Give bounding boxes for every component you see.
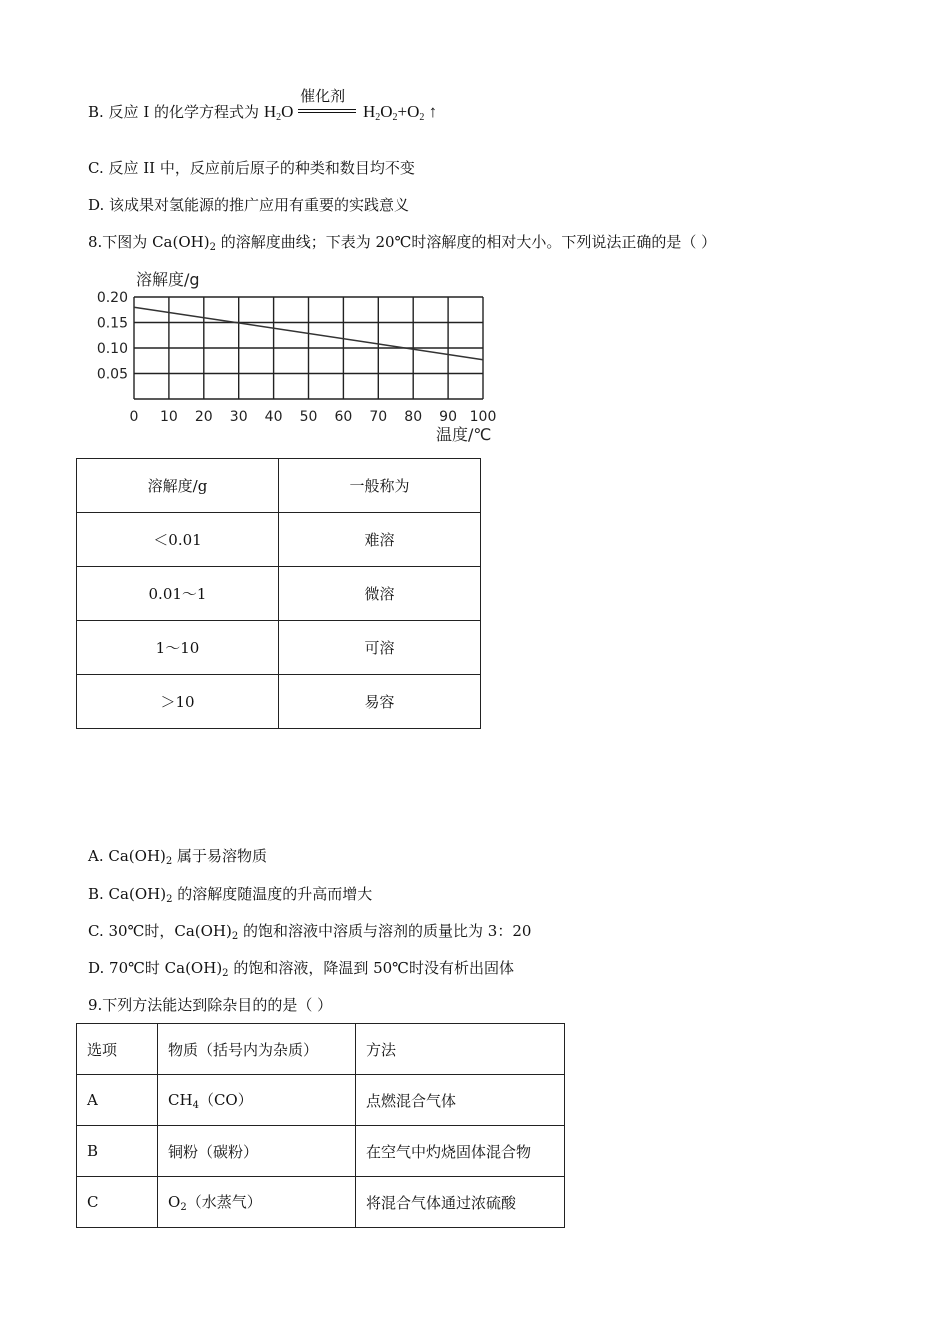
q8-option-c: C. 30℃时，$Ca(OH)_2$ 的饱和溶液中溶质与溶剂的质量比为 3：20 [88, 922, 532, 942]
table-row [77, 513, 481, 567]
y-tick-label: 0.05 [96, 366, 128, 383]
q8-d-post: 的饱和溶液，降温到 50℃时没有析出固体 [228, 959, 514, 977]
q8-c-pre: C. 30℃时，Ca(OH) [88, 922, 232, 940]
catalyst-arrow [298, 87, 358, 121]
option-b-text: B. 反应 I 的化学方程式为 [88, 103, 260, 121]
header-solubility: 溶解度/g [77, 459, 279, 513]
y-tick-label: 0.10 [96, 341, 128, 357]
x-tick-label: 100 [469, 409, 497, 425]
solubility-range: ＜0.01 [77, 513, 279, 567]
table-row [77, 1075, 565, 1126]
substance-impurity: （水蒸气） [186, 1193, 262, 1211]
solubility-class: 难溶 [279, 513, 481, 567]
q8-b-pre: B. Ca(OH) [88, 885, 167, 903]
substance-impurity: （CO） [198, 1091, 253, 1109]
q8-stem-post: 的溶解度曲线；下表为 20℃时溶解度的相对大小。下列说法正确的是（ ） [215, 233, 717, 251]
question-8-stem: 8.下图为 $Ca(OH)_2$ 的溶解度曲线；下表为 20℃时溶解度的相对大小。下列说法正确的是（ ） [88, 233, 717, 253]
reaction-products: $H_2O_2+O_2$ ↑ [362, 102, 438, 123]
catalyst-label: 催化剂 [300, 87, 346, 105]
table-row [77, 675, 481, 729]
chart-x-label: 温度/℃ [436, 425, 492, 444]
x-tick-label: 60 [334, 409, 353, 425]
x-tick-label: 70 [369, 409, 388, 425]
substance: 铜粉（碳粉） [158, 1126, 356, 1177]
option-letter: A [77, 1075, 158, 1126]
header-option: 选项 [77, 1024, 158, 1075]
x-tick-label: 90 [439, 409, 458, 425]
table-row [77, 1177, 565, 1228]
chart-y-label: 溶解度/g [136, 270, 200, 289]
q8-b-post: 的溶解度随温度的升高而增大 [172, 885, 373, 903]
option-c: C. 反应 II 中，反应前后原子的种类和数目均不变 [88, 159, 415, 177]
q8-option-a: A. $Ca(OH)_2$ 属于易溶物质 [88, 847, 268, 867]
method: 在空气中灼烧固体混合物 [356, 1126, 565, 1177]
q8-option-b: B. $Ca(OH)_2$ 的溶解度随温度的升高而增大 [88, 885, 373, 905]
table-row [77, 1126, 565, 1177]
y-tick-label: 0.15 [96, 315, 128, 332]
reaction-equation: $H_2O$ [263, 102, 294, 123]
option-letter: C [77, 1177, 158, 1228]
q8-c-post: 的饱和溶液中溶质与溶剂的质量比为 3：20 [238, 922, 532, 940]
solubility-range: 0.01～1 [77, 567, 279, 621]
method: 将混合气体通过浓硫酸 [356, 1177, 565, 1228]
substance-main: CH [168, 1091, 193, 1109]
table-header-row [77, 459, 481, 513]
header-method: 方法 [356, 1024, 565, 1075]
solubility-class: 可溶 [279, 621, 481, 675]
method: 点燃混合气体 [356, 1075, 565, 1126]
substance [158, 1177, 356, 1228]
solubility-class: 微溶 [279, 567, 481, 621]
impurity-table [76, 1023, 565, 1228]
solubility-table [76, 458, 481, 729]
x-tick-label: 50 [299, 409, 318, 425]
y-tick-label: 0.20 [96, 290, 128, 306]
equals-bar [298, 109, 356, 113]
header-called: 一般称为 [279, 459, 481, 513]
option-b-equation [88, 87, 438, 123]
q8-stem-pre: 8.下图为 Ca(OH) [88, 233, 210, 251]
x-tick-label: 0 [129, 409, 139, 425]
q8-a-pre: A. Ca(OH) [88, 847, 166, 865]
table-row [77, 621, 481, 675]
table-row [77, 567, 481, 621]
solubility-chart [90, 262, 510, 447]
x-tick-label: 30 [229, 409, 248, 425]
q8-option-d: D. 70℃时 $Ca(OH)_2$ 的饱和溶液，降温到 50℃时没有析出固体 [88, 959, 514, 979]
x-tick-label: 80 [404, 409, 423, 425]
header-substance: 物质（括号内为杂质） [158, 1024, 356, 1075]
substance-subscript: 2 [180, 1202, 187, 1213]
chart-y-ticks [97, 290, 128, 383]
chart-grid [134, 297, 483, 399]
substance-subscript: 4 [192, 1100, 199, 1111]
x-tick-label: 20 [194, 409, 213, 425]
solubility-range: ＞10 [77, 675, 279, 729]
question-9-stem: 9.下列方法能达到除杂目的的是（ ） [88, 996, 333, 1014]
solubility-class: 易容 [279, 675, 481, 729]
q8-d-pre: D. 70℃时 Ca(OH) [88, 959, 223, 977]
table-header-row [77, 1024, 565, 1075]
substance-main: O [168, 1193, 181, 1211]
x-tick-label: 10 [159, 409, 178, 425]
solubility-range: 1～10 [77, 621, 279, 675]
chart-x-ticks [130, 409, 497, 425]
x-tick-label: 40 [264, 409, 283, 425]
q8-a-post: 属于易溶物质 [172, 847, 268, 865]
option-letter: B [77, 1126, 158, 1177]
substance [158, 1075, 356, 1126]
option-d: D. 该成果对氢能源的推广应用有重要的实践意义 [88, 196, 410, 214]
